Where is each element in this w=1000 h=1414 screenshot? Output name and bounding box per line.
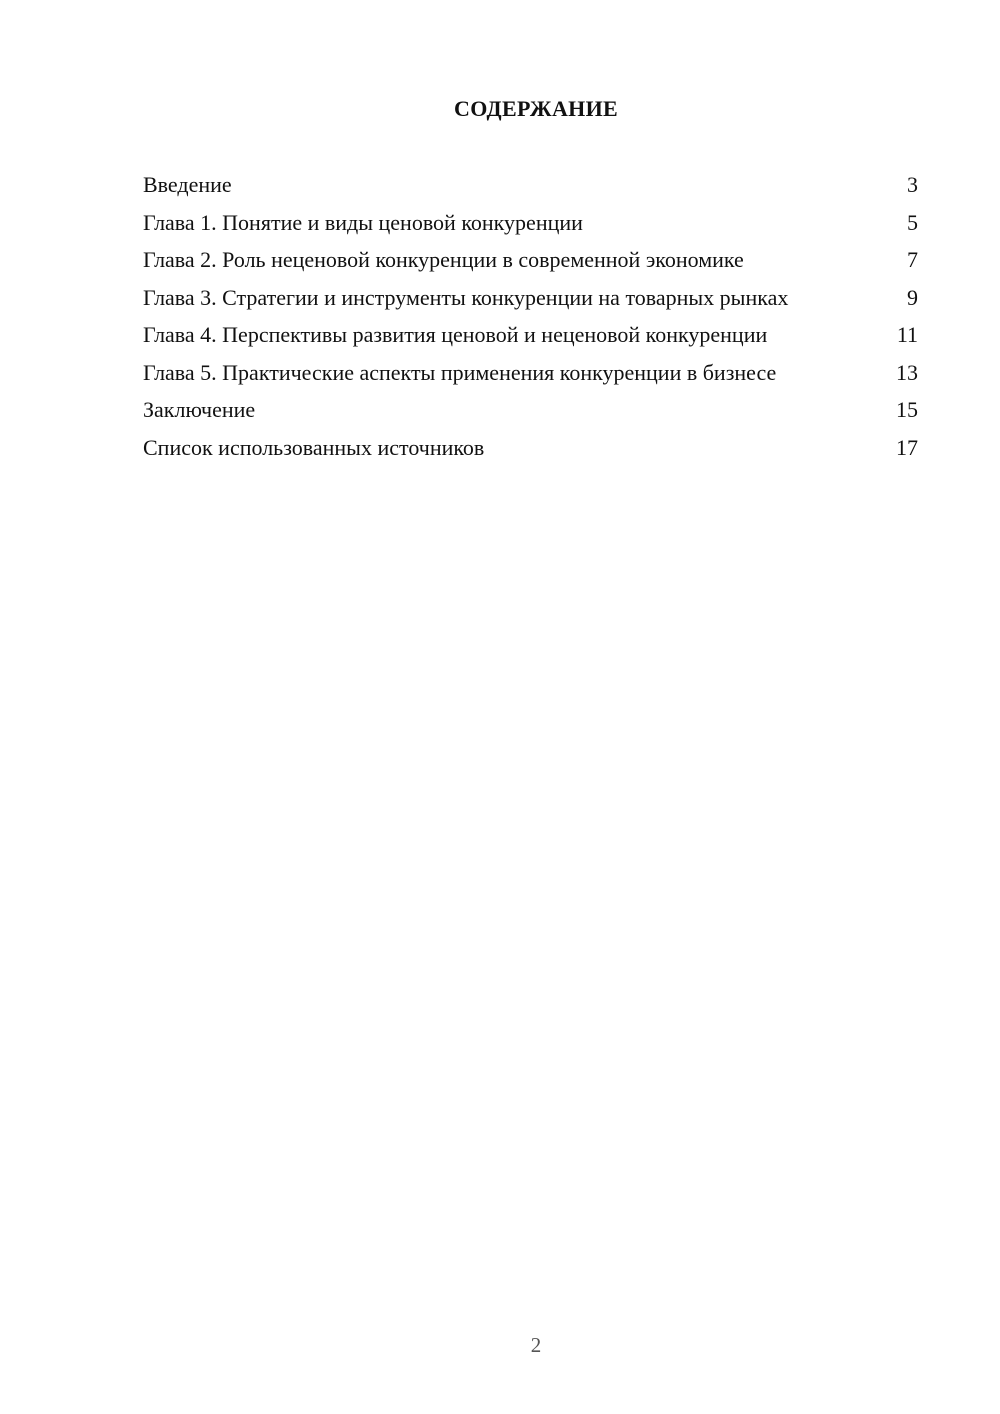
- toc-entry-chapter-3[interactable]: [143, 284, 918, 311]
- toc-entry-page-number: 15: [896, 397, 918, 422]
- toc-entry-page-number: 5: [907, 209, 918, 235]
- page-title: СОДЕРЖАНИЕ: [454, 96, 618, 121]
- toc-entry-title: Введение: [143, 172, 232, 197]
- table-of-contents: [143, 171, 918, 471]
- toc-entry-chapter-4[interactable]: [143, 321, 918, 348]
- toc-entry-chapter-2[interactable]: [143, 246, 918, 273]
- toc-entry-conclusion[interactable]: [143, 396, 918, 423]
- toc-entry-title: Глава 5. Практические аспекты применения конкуренции в бизнесе: [143, 359, 777, 385]
- toc-entry-title: Список использованных источников: [143, 434, 485, 460]
- toc-entry-introduction[interactable]: [143, 171, 918, 198]
- toc-entry-title: Глава 1. Понятие и виды ценовой конкуренции: [143, 209, 583, 235]
- toc-entry-page-number: 11: [896, 322, 918, 347]
- toc-entry-chapter-1[interactable]: [143, 209, 918, 236]
- toc-entry-chapter-5[interactable]: [143, 359, 918, 386]
- toc-entry-page-number: 9: [907, 284, 918, 310]
- toc-entry-page-number: 13: [896, 359, 918, 385]
- toc-entry-title: Глава 2. Роль неценовой конкуренции в современной экономике: [143, 247, 744, 272]
- toc-entry-title: Глава 4. Перспективы развития ценовой и неценовой конкуренции: [143, 322, 768, 347]
- toc-entry-page-number: 3: [907, 172, 918, 197]
- footer-page-number: 2: [530, 1333, 542, 1357]
- toc-entry-title: Заключение: [143, 397, 256, 422]
- toc-entry-page-number: 7: [907, 247, 918, 272]
- toc-entry-page-number: 17: [896, 434, 918, 460]
- toc-entry-title: Глава 3. Стратегии и инструменты конкуренции на товарных рынках: [143, 284, 789, 310]
- toc-entry-references[interactable]: [143, 434, 918, 461]
